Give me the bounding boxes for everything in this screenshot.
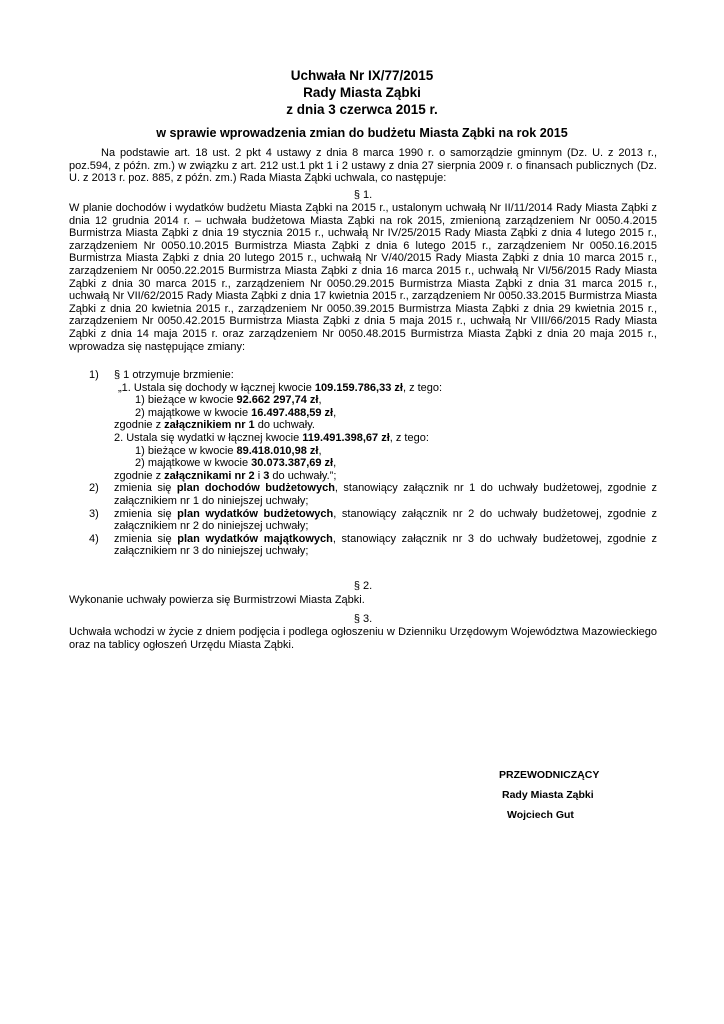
- section-2-body: Wykonanie uchwały powierza się Burmistrzowi Miasta Ząbki.: [69, 594, 365, 606]
- expense-annex-line: zgodnie z załącznikami nr 2 i 3 do uchwały.”;: [114, 469, 337, 482]
- section-1-body: W planie dochodów i wydatków budżetu Miasta Ząbki na 2015 r., ustalonym uchwałą Nr II/11/2014 Rady Miasta Ząbki z dnia 12 grudnia 2014 r. – uchwała budżetowa Miasta Ząbki na rok 2015, zmienioną zarządzeniem Nr 0050.4.2015 Burmistrza Miasta Ząbki z dnia 19 stycznia 2015 r., uchwałą Nr IV/25/2015 Rady Miasta Ząbki z dnia 4 lutego 2015 r., zarządzeniem Nr 0050.10.2015 Burmistrza Miasta Ząbki z dnia 6 lutego 2015 r., zarządzeniem Nr 0050.16.2015 Burmistrza Miasta Ząbki z dnia 20 lutego 2015 r., uchwałą Nr V/40/2015 Rady Miasta Ząbki z dnia 10 marca 2015 r., zarządzeniem Nr 0050.22.2015 Burmistrza Miasta Ząbki z dnia 16 marca 2015 r., uchwałą Nr VI/56/2015 Rady Miasta Ząbki z dnia 30 marca 2015 r., zarządzeniem Nr 0050.29.2015 Burmistrza Miasta Ząbki z dnia 31 marca 2015 r., uchwałą Nr VII/62/2015 Rady Miasta Ząbki z dnia 17 kwietnia 2015 r., zarządzeniem Nr 0050.33.2015 Burmistrza Miasta Ząbki z dnia 20 kwietnia 2015 r., zarządzeniem Nr 0050.39.2015 Burmistrza Miasta Ząbki z dnia 29 kwietnia 2015 r., zarządzeniem Nr 0050.42.2015 Burmistrza Miasta Ząbki z dnia 5 maja 2015 r., uchwałą Nr VIII/66/2015 Rady Miasta Ząbki z dnia 14 maja 2015 r. oraz zarządzeniem Nr 0050.48.2015 Burmistrza Miasta Ząbki z dnia 20 maja 2015 r., wprowadza się następujące zmiany:: [69, 202, 657, 353]
- council-name: Rady Miasta Ząbki: [303, 85, 421, 100]
- signature-block: [499, 765, 599, 825]
- list-number: 1): [89, 369, 99, 381]
- list-number: 3): [89, 507, 99, 520]
- list-item: [89, 369, 657, 482]
- expense-total-line: 2. Ustala się wydatki w łącznej kwocie 119.491.398,67 zł, z tego:: [114, 431, 429, 444]
- section-2-heading: § 2.: [353, 580, 373, 592]
- signature-name: Wojciech Gut: [507, 809, 574, 821]
- resolution-date: z dnia 3 czerwca 2015 r.: [286, 102, 438, 117]
- list-item: 3) zmienia się plan wydatków budżetowych, stanowiący załącznik nr 2 do uchwały budżetowej, zgodnie z załącznikiem nr 2 do niniejszej uchwały;: [89, 507, 657, 533]
- income-capital-line: 2) majątkowe w kwocie 16.497.488,59 zł,: [135, 406, 337, 419]
- list-number: 2): [89, 482, 99, 495]
- changes-list: [89, 369, 657, 558]
- list-item: 2) zmienia się plan dochodów budżetowych, stanowiący załącznik nr 1 do uchwały budżetowej, zgodnie z załącznikiem nr 1 do niniejszej uchwały;: [89, 482, 657, 507]
- income-total-line: „1. Ustala się dochody w łącznej kwocie 109.159.786,33 zł, z tego:: [118, 381, 443, 394]
- signature-role: PRZEWODNICZĄCY: [499, 769, 600, 781]
- resolution-title: [0, 67, 724, 118]
- income-annex-line: zgodnie z załącznikiem nr 1 do uchwały.: [114, 419, 315, 432]
- resolution-number: Uchwała Nr IX/77/2015: [290, 68, 434, 83]
- section-1-heading: § 1.: [353, 189, 373, 201]
- signature-body: Rady Miasta Ząbki: [502, 789, 594, 801]
- section-3-body: Uchwała wchodzi w życie z dniem podjęcia i podlega ogłoszeniu w Dzienniku Urzędowym Województwa Mazowieckiego oraz na tablicy ogłoszeń Urzędu Miasta Ząbki.: [69, 626, 657, 651]
- list-number: 4): [89, 532, 99, 545]
- list-item: 4) zmienia się plan wydatków majątkowych, stanowiący załącznik nr 3 do uchwały budżetowej, zgodnie z załącznikiem nr 3 do niniejszej uchwały;: [89, 532, 657, 558]
- section-3-heading: § 3.: [353, 613, 373, 625]
- resolution-subject: w sprawie wprowadzenia zmian do budżetu Miasta Ząbki na rok 2015: [156, 126, 568, 140]
- preamble: Na podstawie art. 18 ust. 2 pkt 4 ustawy z dnia 8 marca 1990 r. o samorządzie gminnym (Dz. U. z 2013 r., poz.594, z późn. zm.) w związku z art. 212 ust.1 pkt 1 i 2 ustawy z dnia 27 sierpnia 2009 r. o finansach publicznych (Dz. U. z 2013 r. poz. 885, z późn. zm.) Rada Miasta Ząbki uchwala, co następuje:: [69, 147, 657, 185]
- list-item-intro: § 1 otrzymuje brzmienie:: [114, 369, 234, 381]
- expense-capital-line: 2) majątkowe w kwocie 30.073.387,69 zł,: [135, 457, 337, 470]
- expense-current-line: 1) bieżące w kwocie 89.418.010,98 zł,: [135, 444, 322, 457]
- income-current-line: 1) bieżące w kwocie 92.662 297,74 zł,: [135, 394, 322, 407]
